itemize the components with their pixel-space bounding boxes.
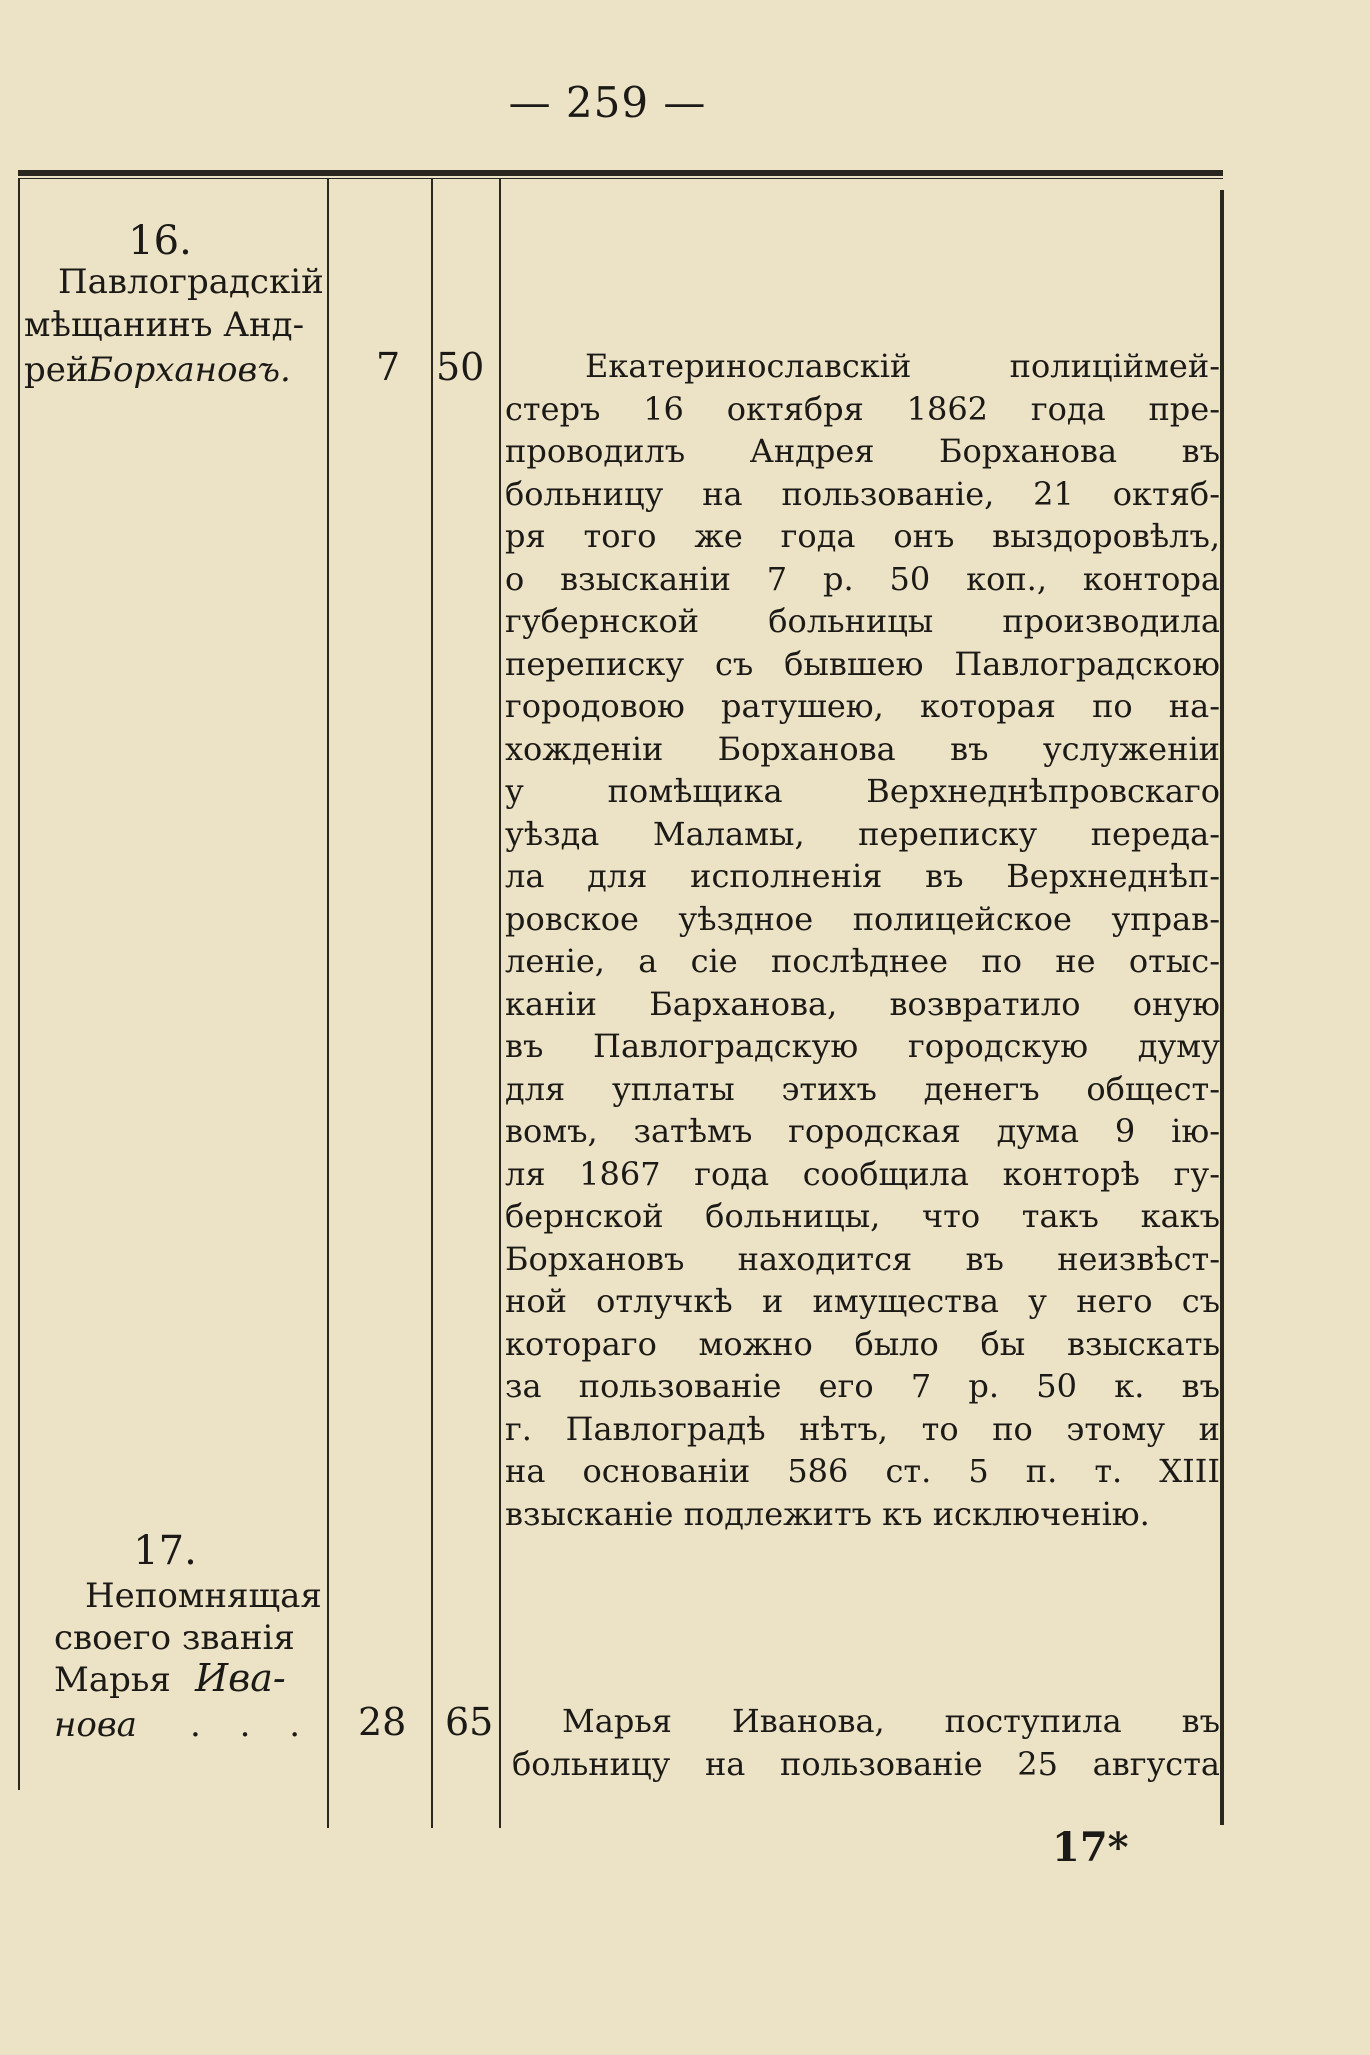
text-line: переписку съ бывшею Павлоградскою	[505, 644, 1220, 683]
text-line: у помѣщика Верхнеднѣпровскаго	[505, 772, 1220, 810]
text-line: для уплаты этихъ денегъ общест-	[505, 1069, 1220, 1108]
text-line: о взысканіи 7 р. 50 коп., контора	[505, 559, 1220, 598]
text-line: Борхановъ находится въ неизвѣст-	[505, 1239, 1220, 1278]
entry-name-surname: Борхановъ.	[88, 350, 291, 390]
text-line: ла для исполненія въ Верхнеднѣп-	[505, 857, 1220, 895]
entry-name-line: Непомнящая	[85, 1576, 322, 1616]
entry-name-line: мѣщанинъ Анд-	[24, 305, 305, 345]
entry-number: 17.	[133, 1528, 197, 1574]
amount-kopecks: 65	[445, 1700, 494, 1744]
text-line: ля 1867 года сообщила конторѣ гу-	[505, 1154, 1220, 1193]
entry-name-line: своего званія	[54, 1618, 295, 1658]
text-line: каніи Барханова, возвратило оную	[505, 984, 1220, 1023]
text-line: ной отлучкѣ и имущества у него съ	[505, 1282, 1220, 1320]
text-line: на основаніи 586 ст. 5 п. т. XIII	[505, 1452, 1220, 1490]
entry-name-surname: Ива-	[195, 1656, 286, 1700]
text-line: губернской больницы производила	[505, 602, 1220, 640]
text-line: ря того же года онъ выздоровѣлъ,	[505, 517, 1220, 555]
text-line: больницу на пользованіе, 21 октяб-	[505, 474, 1220, 513]
text-line: Марья Иванова, поступила въ	[562, 1702, 1220, 1740]
text-line: городовою ратушею, которая по на-	[505, 687, 1220, 725]
column-line-left	[18, 178, 20, 1790]
amount-rubles: 28	[358, 1700, 407, 1744]
table-top-rule	[18, 170, 1223, 176]
amount-rubles: 7	[376, 345, 401, 389]
text-line: проводилъ Андрея Борханова въ	[505, 432, 1220, 470]
text-line: взысканіе подлежитъ къ исключенію.	[505, 1494, 1150, 1533]
text-line: вомъ, затѣмъ городская дума 9 ію-	[505, 1112, 1220, 1150]
text-line: бернской больницы, что такъ какъ	[505, 1197, 1220, 1235]
entry-number: 16.	[128, 218, 192, 264]
entry-name-line: Павлоградскій	[58, 262, 324, 302]
entry-name-surname: нова	[54, 1705, 137, 1745]
column-line-kopecks	[499, 178, 501, 1828]
text-line: за пользованіе его 7 р. 50 к. въ	[505, 1367, 1220, 1405]
text-line: котораго можно было бы взыскать	[505, 1324, 1220, 1363]
amount-kopecks: 50	[436, 345, 485, 389]
text-line: уѣзда Маламы, переписку переда-	[505, 814, 1220, 853]
text-line: стеръ 16 октября 1862 года пре-	[505, 389, 1220, 428]
table-top-rule-thin	[18, 178, 1223, 179]
column-line-right	[1220, 190, 1224, 1825]
entry-text	[505, 345, 1220, 1535]
entry-name-dots: . . .	[190, 1705, 315, 1745]
text-line: леніе, а сіе послѣднее по не отыс-	[505, 942, 1220, 980]
entry-name-line: Марья	[54, 1660, 171, 1700]
text-line: г. Павлоградѣ нѣтъ, то по этому и	[505, 1409, 1220, 1448]
text-line: ровское уѣздное полицейское управ-	[505, 899, 1220, 938]
column-line-rubles	[431, 178, 433, 1828]
entry-text	[512, 1700, 1220, 1785]
text-line: Екатеринославскій полиціймей-	[585, 347, 1220, 385]
text-line: хожденіи Борханова въ услуженіи	[505, 729, 1220, 768]
page-number: — 259 —	[508, 78, 707, 127]
signature-mark: 17*	[1052, 1824, 1129, 1871]
column-line-name	[327, 178, 329, 1828]
text-line: больницу на пользованіе 25 августа	[512, 1744, 1220, 1783]
text-line: въ Павлоградскую городскую думу	[505, 1027, 1220, 1065]
entry-name-line: рей	[24, 350, 89, 390]
